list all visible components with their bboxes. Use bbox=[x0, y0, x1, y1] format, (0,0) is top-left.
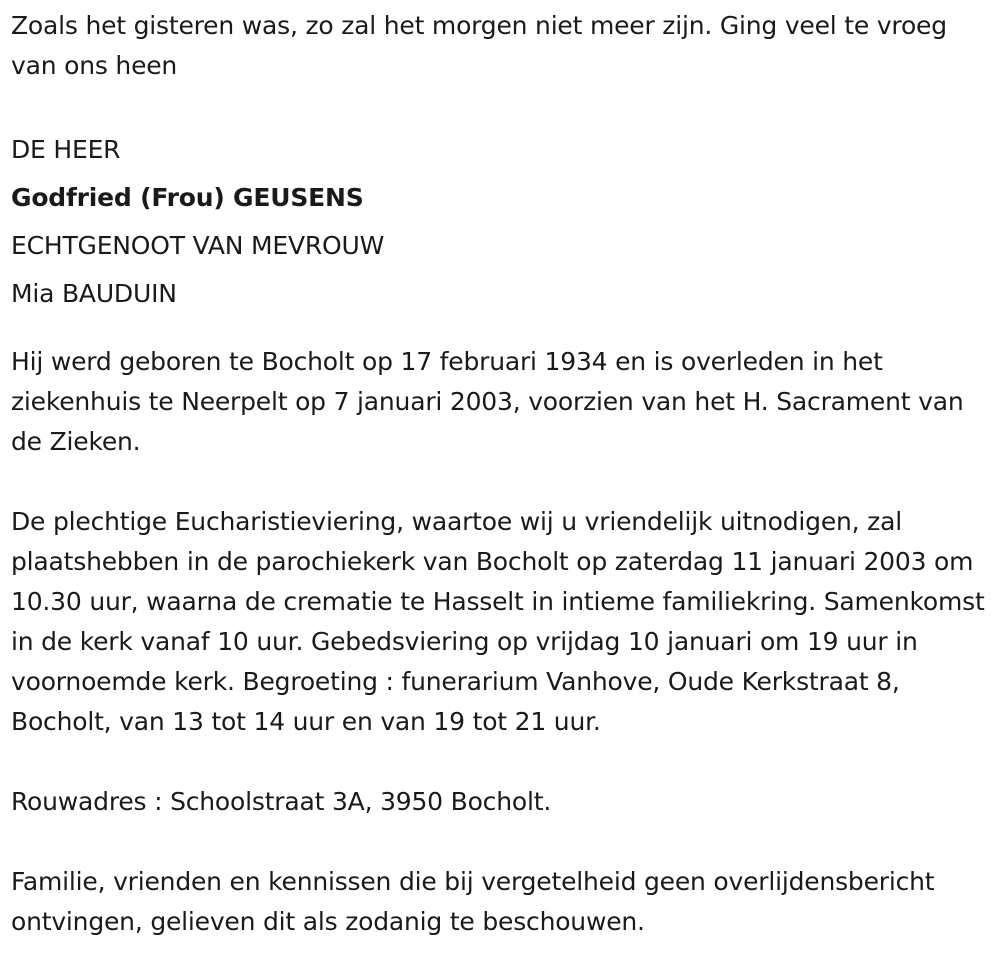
spacer bbox=[11, 318, 995, 342]
closing-text: Familie, vrienden en kennissen die bij vergetelheid geen overlijdensbericht ontvingen, gelieven dit als zodanig te beschouwen. bbox=[11, 867, 935, 936]
spouse-line: ECHTGENOOT VAN MEVROUW bbox=[11, 231, 385, 260]
birth-death-text: Hij werd geboren te Bocholt op 17 februari 1934 en is overleden in het ziekenhuis te Neerpelt op 7 januari 2003, voorzien van het H. Sacrament van de Zieken. bbox=[11, 347, 964, 456]
spacer bbox=[11, 822, 995, 862]
title-line: DE HEER bbox=[11, 135, 121, 164]
spacer bbox=[11, 86, 995, 126]
ceremony-text: De plechtige Eucharistieviering, waartoe wij u vriendelijk uitnodigen, zal plaatshebben in de parochiekerk van Bocholt op zaterdag 11 januari 2003 om 10.30 uur, waarna de crematie te Hasselt in intieme familiekring. Samenkomst in de kerk vanaf 10 uur. Gebedsviering op vrijdag 10 januari om 19 uur in voornoemde kerk. Begroeting : funerarium Vanhove, Oude Kerkstraat 8, Bocholt, van 13 tot 14 uur en van 19 tot 21 uur. bbox=[11, 507, 985, 736]
intro-text: Zoals het gisteren was, zo zal het morgen niet meer zijn. Ging veel te vroeg van ons heen bbox=[11, 11, 947, 80]
spouse-name: Mia BAUDUIN bbox=[11, 279, 177, 308]
spacer bbox=[11, 742, 995, 782]
obituary-notice bbox=[11, 6, 995, 942]
deceased-name: Godfried (Frou) GEUSENS bbox=[11, 183, 364, 212]
address-text: Rouwadres : Schoolstraat 3A, 3950 Bocholt. bbox=[11, 787, 552, 816]
spacer bbox=[11, 462, 995, 502]
